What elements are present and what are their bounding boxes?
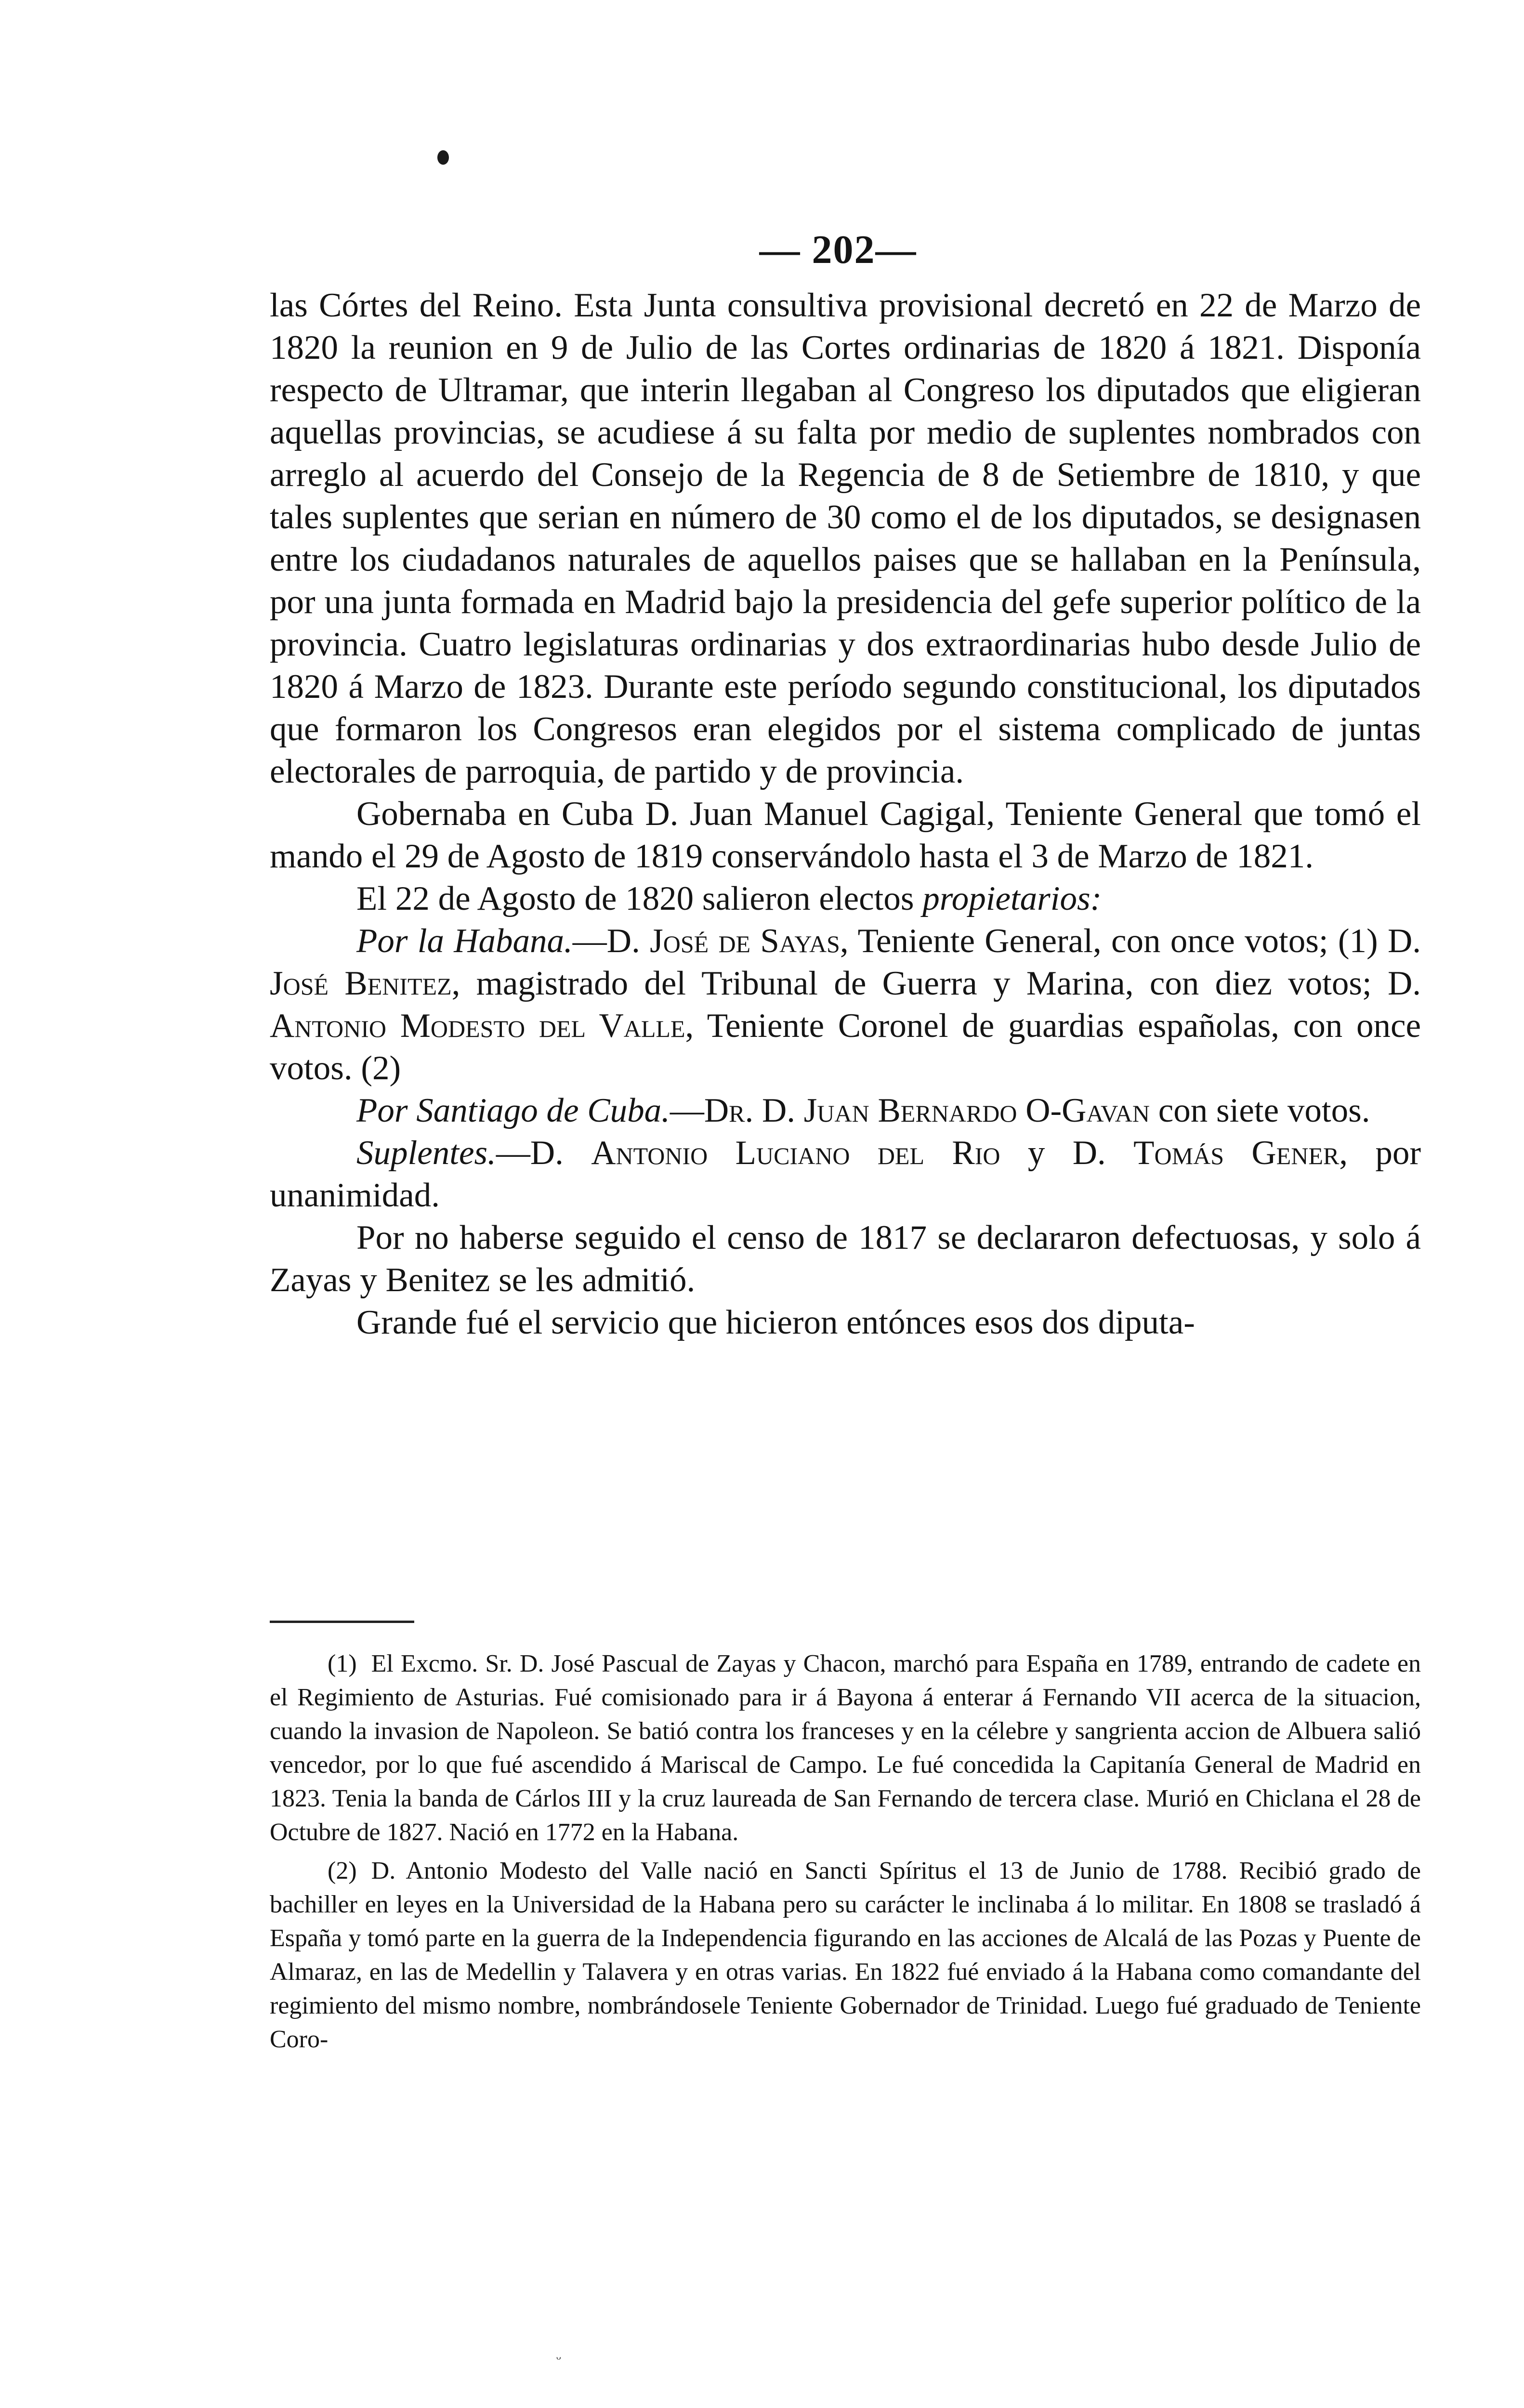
- footnote-divider: [270, 1621, 414, 1623]
- suplentes-text-a: —D.: [496, 1134, 591, 1172]
- footnote-1-text: El Excmo. Sr. D. José Pascual de Zayas y Chacon, marchó para España en 1789, entrando de cadete en el Regimiento de Asturias. Fué comisionado para ir á Bayona á enterar á Fernando VII acerca de la situacion, cuando la invasion de Napoleon. Se batió contra los franceses y en la célebre y sangrienta accion de Albuera salió vencedor, por lo que fué ascendido á Mariscal de Campo. Le fué concedida la Capitanía General de Madrid en 1823. Tenia la banda de Cárlos III y la cruz laureada de San Fernando de tercera clase. Murió en Chiclana el 28 de Octubre de 1827. Nació en 1772 en la Habana.: [270, 1650, 1421, 1846]
- name-gener: Tomás Gener: [1133, 1134, 1340, 1172]
- paragraph-santiago: [270, 1089, 1421, 1132]
- suplentes-text-c: , por unanimidad.: [270, 1134, 1421, 1214]
- page-number: — 202—: [759, 227, 917, 272]
- main-text: [270, 284, 1421, 1344]
- footnotes: [270, 1647, 1421, 2061]
- santiago-text-a: —Dr. D.: [670, 1092, 804, 1129]
- paragraph-gobernaba: Gobernaba en Cuba D. Juan Manuel Cagigal, Teniente General que tomó el mando el 29 de Agosto de 1819 conservándolo hasta el 3 de Marzo de 1821.: [270, 795, 1421, 875]
- suplentes-label: Suplentes.: [356, 1134, 496, 1172]
- name-rio: Antonio Luciano del Rio: [591, 1134, 1000, 1172]
- santiago-label: Por Santiago de Cuba.: [356, 1092, 670, 1129]
- name-benitez: José Benitez: [270, 965, 452, 1002]
- ink-dot-mark: [437, 150, 449, 165]
- habana-label: Por la Habana.: [356, 922, 573, 960]
- footnote-2: [270, 1854, 1421, 2056]
- paragraph-electos: [270, 877, 1421, 920]
- habana-text-c: , magistrado del Tribunal de Guerra y Marina, con diez votos; D.: [451, 965, 1421, 1002]
- footnote-2-mark: (2): [328, 1857, 357, 1885]
- name-sayas: José de Sayas: [650, 922, 840, 960]
- habana-text-a: —D.: [572, 922, 650, 960]
- name-valle: Antonio Modesto del Valle: [270, 1007, 685, 1045]
- footnote-1-mark: (1): [328, 1650, 357, 1677]
- santiago-text-b: con siete votos.: [1149, 1092, 1370, 1129]
- propietarios-label: propietarios:: [922, 880, 1102, 917]
- habana-text-d: , Teniente Coronel de guardias españolas, con once votos. (2): [270, 1007, 1421, 1087]
- footnote-1: [270, 1647, 1421, 1849]
- footnote-2-text: D. Antonio Modesto del Valle nació en Sancti Spíritus el 13 de Junio de 1788. Recibió grado de bachiller en leyes en la Universidad de la Habana pero su carácter le inclinaba á lo militar. En 1808 se trasladó á España y tomó parte en la guerra de la Independencia figurando en las acciones de Alcalá de las Pozas y Puente de Almaraz, en las de Medellin y Talavera y en otras varias. En 1822 fué enviado á la Habana como comandante del regimiento del mismo nombre, nombrándosele Teniente Gobernador de Trinidad. Luego fué graduado de Teniente Coro-: [270, 1857, 1421, 2053]
- paragraph-junta: las Córtes del Reino. Esta Junta consultiva provisional decretó en 22 de Marzo de 1820 la reunion en 9 de Julio de las Cortes ordinarias de 1820 á 1821. Disponía respecto de Ultramar, que interin llegaban al Congreso los diputados que eligieran aquellas provincias, se acudiese á su falta por medio de suplentes nombrados con arreglo al acuerdo del Consejo de la Regencia de 8 de Setiembre de 1810, y que tales suplentes que serian en número de 30 como el de los diputados, se designasen entre los ciudadanos naturales de aquellos paises que se hallaban en la Península, por una junta formada en Madrid bajo la presidencia del gefe superior político de la provincia. Cuatro legislaturas ordinarias y dos extraordinarias hubo desde Julio de 1820 á Marzo de 1823. Durante este período segundo constitucional, los diputados que formaron los Congresos eran elegidos por el sistema complicado de juntas electorales de parroquia, de partido y de provincia.: [270, 287, 1421, 790]
- paragraph-censo: Por no haberse seguido el censo de 1817 se declararon defectuosas, y solo á Zayas y Benitez se les admitió.: [270, 1219, 1421, 1299]
- paragraph-habana: [270, 920, 1421, 1089]
- name-ogavan: Juan Bernardo O-Gavan: [803, 1092, 1150, 1129]
- habana-text-b: , Teniente General, con once votos; (1) D.: [840, 922, 1421, 960]
- suplentes-text-b: y D.: [1000, 1134, 1134, 1172]
- bottom-ink-mark: ᵕ: [556, 2350, 561, 2368]
- electos-text: El 22 de Agosto de 1820 salieron electos: [356, 880, 923, 917]
- paragraph-suplentes: [270, 1132, 1421, 1217]
- paragraph-grande: Grande fué el servicio que hicieron entónces esos dos diputa-: [356, 1304, 1195, 1341]
